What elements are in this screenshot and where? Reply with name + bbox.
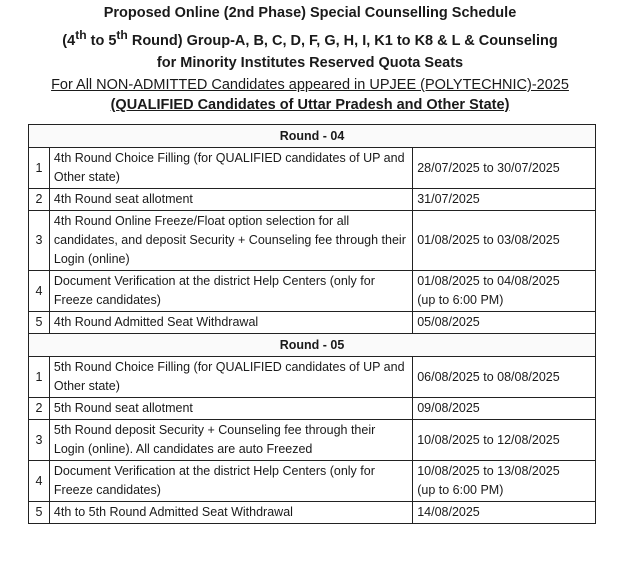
table-row [29,211,596,271]
header-title [0,2,620,24]
header-line2-pre: (4 [62,32,76,49]
row-number: 2 [29,189,50,211]
row-number: 1 [29,148,50,189]
schedule-table [28,124,596,524]
row-date: 05/08/2025 [413,312,596,334]
row-number: 2 [29,398,50,420]
row-date: 01/08/2025 to 04/08/2025 [417,274,560,288]
row-activity: Document Verification at the district Help Centers (only for Freeze candidates) [49,461,412,502]
row-number: 5 [29,502,50,524]
header-line2-sup2: th [116,28,128,42]
table-row [29,420,596,461]
row-activity: 4th Round Choice Filling (for QUALIFIED candidates of UP and Other state) [49,148,412,189]
round-header-04 [29,125,596,148]
row-number: 1 [29,357,50,398]
round-title: Round - 04 [29,125,596,148]
row-date: 10/08/2025 to 13/08/2025 [417,464,560,478]
row-activity: Document Verification at the district Help Centers (only for Freeze candidates) [49,271,412,312]
row-number: 4 [29,461,50,502]
row-date: 14/08/2025 [413,502,596,524]
row-activity: 4th Round Admitted Seat Withdrawal [49,312,412,334]
row-activity: 5th Round deposit Security + Counseling fee through their Login (online). All candidates are auto Freezed [49,420,412,461]
document-header [0,2,620,116]
row-number: 3 [29,420,50,461]
row-date-cell [413,461,596,502]
table-row [29,398,596,420]
row-date: 09/08/2025 [413,398,596,420]
table-row [29,357,596,398]
header-line5: (QUALIFIED Candidates of Uttar Pradesh and Other State) [110,96,510,113]
header-line2 [0,24,620,52]
header-line2-post: Round) Group-A, B, C, D, F, G, H, I, K1 to K8 & L & Counseling [127,32,558,49]
round-header-05 [29,334,596,357]
table-row [29,502,596,524]
row-date-note: (up to 6:00 PM) [417,293,504,307]
header-line4: For All NON-ADMITTED Candidates appeared in UPJEE (POLYTECHNIC)-2025 [51,76,569,93]
row-activity: 4th Round Online Freeze/Float option selection for all candidates, and deposit Security + Counseling fee through their Login (online) [49,211,412,271]
table-row [29,461,596,502]
row-date: 28/07/2025 to 30/07/2025 [413,148,596,189]
table-row [29,148,596,189]
row-date: 31/07/2025 [413,189,596,211]
round-title: Round - 05 [29,334,596,357]
row-date-note: (up to 6:00 PM) [417,483,504,497]
header-line1: Proposed Online (2nd Phase) Special Counselling Schedule [103,5,517,21]
row-date: 10/08/2025 to 12/08/2025 [413,420,596,461]
row-activity: 4th to 5th Round Admitted Seat Withdrawal [49,502,412,524]
header-line2-mid: to 5 [86,32,117,49]
row-number: 4 [29,271,50,312]
row-date: 06/08/2025 to 08/08/2025 [413,357,596,398]
row-number: 5 [29,312,50,334]
table-row [29,189,596,211]
row-date-cell [413,271,596,312]
table-row [29,312,596,334]
header-line2-sup1: th [75,28,87,42]
header-line3: for Minority Institutes Reserved Quota Seats [156,54,464,71]
row-date: 01/08/2025 to 03/08/2025 [413,211,596,271]
row-activity: 4th Round seat allotment [49,189,412,211]
table-row [29,271,596,312]
row-activity: 5th Round seat allotment [49,398,412,420]
row-activity: 5th Round Choice Filling (for QUALIFIED candidates of UP and Other state) [49,357,412,398]
row-number: 3 [29,211,50,271]
